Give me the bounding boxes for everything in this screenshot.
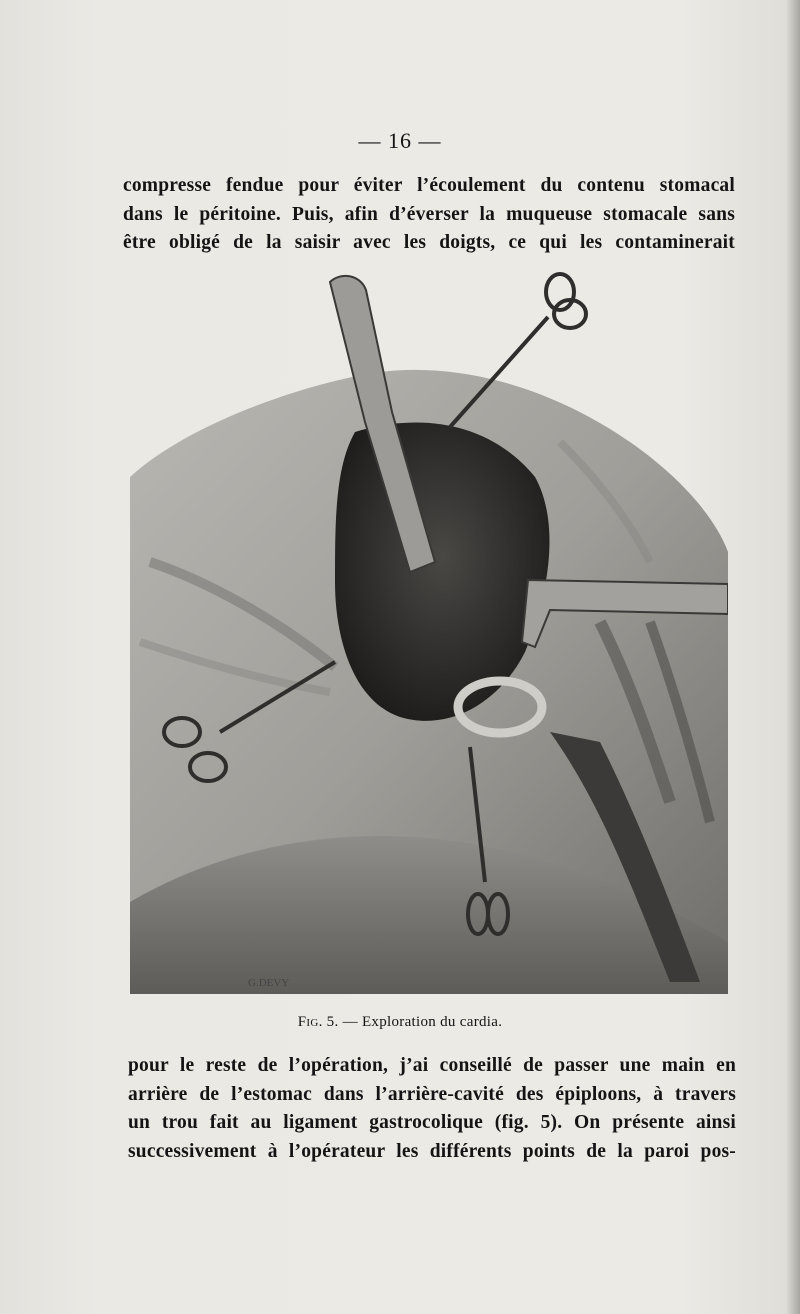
text-line: dans le péritoine. Puis, afin d’éverser la muqueuse stomacale sans bbox=[123, 203, 735, 225]
text-line: arrière de l’estomac dans l’arrière-cavité des épiploons, à travers bbox=[128, 1083, 736, 1105]
paragraph-bottom bbox=[128, 1052, 736, 1166]
text-line: pour le reste de l’opération, j’ai conseillé de passer une main en bbox=[128, 1055, 736, 1076]
text-line: successivement à l’opérateur les différents points de la paroi pos- bbox=[128, 1140, 736, 1162]
binding-shadow bbox=[786, 0, 800, 1314]
figure-caption bbox=[0, 1014, 800, 1031]
text-line: un trou fait au ligament gastrocolique (fig. 5). On présente ainsi bbox=[128, 1112, 736, 1133]
text-line: compresse fendue pour éviter l’écoulement du contenu stomacal bbox=[123, 175, 735, 196]
figure-label: Fig. 5. bbox=[297, 1014, 339, 1030]
surgical-illustration bbox=[130, 262, 728, 994]
page-number: — 16 — bbox=[358, 128, 442, 153]
text-line: être obligé de la saisir avec les doigts, ce qui les contaminerait bbox=[123, 232, 735, 253]
illustration-signature: G.DEVY bbox=[248, 977, 290, 989]
paragraph-top bbox=[123, 172, 735, 258]
figure-caption-text: — Exploration du cardia. bbox=[342, 1014, 503, 1030]
